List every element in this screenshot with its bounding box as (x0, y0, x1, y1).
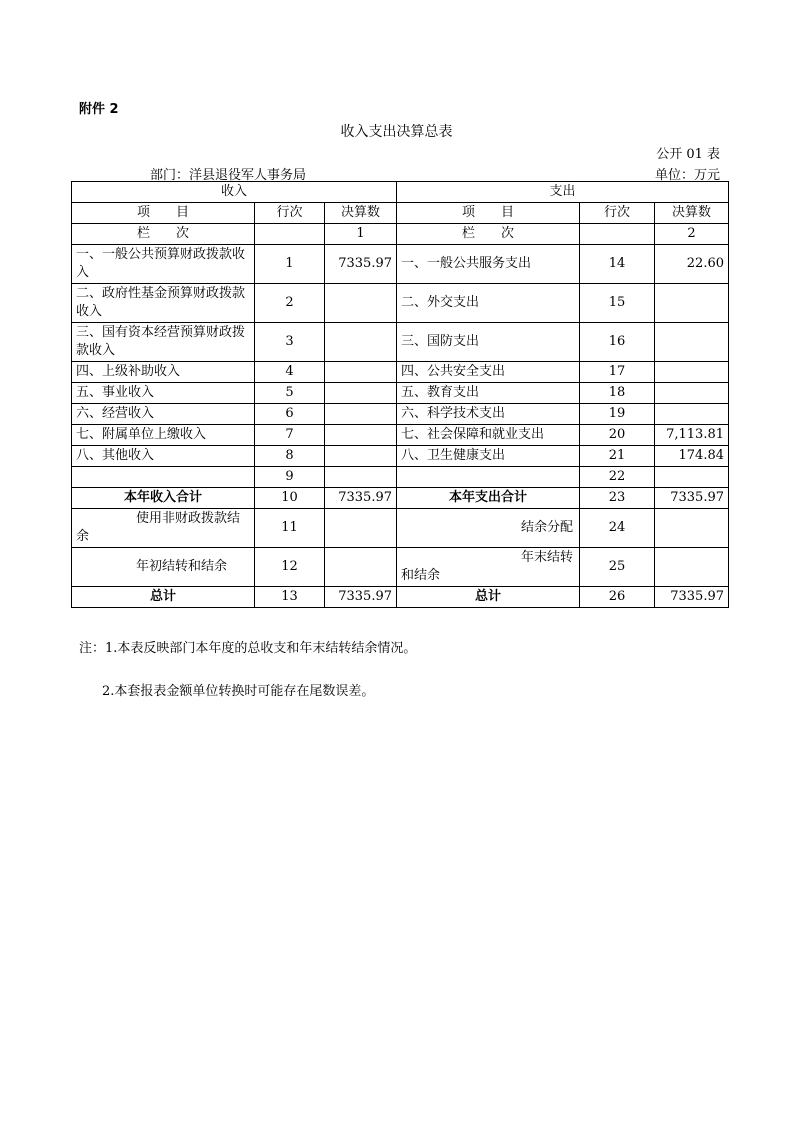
income-row-no: 4 (255, 362, 325, 383)
income-amount (325, 509, 397, 548)
expense-amount: 174.84 (655, 446, 729, 467)
income-item: 一、一般公共预算财政拨款收入 (72, 245, 255, 284)
income-item: 三、国有资本经营预算财政拨款收入 (72, 323, 255, 362)
expense-row-no: 15 (580, 284, 655, 323)
table-row (72, 284, 729, 323)
page-title: 收入支出决算总表 (340, 124, 453, 140)
income-amount (325, 548, 397, 587)
income-item: 二、政府性基金预算财政拨款收入 (72, 284, 255, 323)
expense-item: 六、科学技术支出 (397, 404, 580, 425)
expense-amount (655, 467, 729, 488)
attachment-label: 附件 2 (79, 102, 119, 117)
table-row (72, 245, 729, 284)
expense-row-no: 23 (580, 488, 655, 509)
income-amount (325, 404, 397, 425)
expense-item: 七、社会保障和就业支出 (397, 425, 580, 446)
table-row-subtotal (72, 488, 729, 509)
note-1: 注：1.本表反映部门本年度的总收支和年末结转结余情况。 (79, 641, 417, 656)
income-amount (325, 284, 397, 323)
income-amount (325, 323, 397, 362)
expense-row-no: 19 (580, 404, 655, 425)
income-amount (325, 362, 397, 383)
department-label: 部门：洋县退役军人事务局 (150, 168, 307, 183)
table-row (72, 548, 729, 587)
col-amount-expense: 决算数 (655, 203, 729, 224)
expense-item: 结余分配 (397, 509, 580, 548)
expense-row-no: 22 (580, 467, 655, 488)
table-row (72, 323, 729, 362)
income-total-label: 总计 (72, 587, 255, 608)
expense-amount: 7335.97 (655, 587, 729, 608)
income-row-no: 6 (255, 404, 325, 425)
table-row (72, 467, 729, 488)
expense-amount: 7,113.81 (655, 425, 729, 446)
form-number: 公开 01 表 (656, 147, 720, 162)
income-row-no: 8 (255, 446, 325, 467)
table-row (72, 362, 729, 383)
income-header: 收入 (72, 182, 397, 203)
table-row (72, 383, 729, 404)
income-item: 四、上级补助收入 (72, 362, 255, 383)
income-amount (325, 425, 397, 446)
income-row-no: 7 (255, 425, 325, 446)
col-amount-income: 决算数 (325, 203, 397, 224)
income-amount: 7335.97 (325, 488, 397, 509)
lanci-label-income: 栏 次 (72, 224, 255, 245)
income-item (72, 467, 255, 488)
expense-subtotal-label: 本年支出合计 (397, 488, 580, 509)
table-row (72, 509, 729, 548)
income-item: 五、事业收入 (72, 383, 255, 404)
income-amount: 7335.97 (325, 587, 397, 608)
expense-amount (655, 284, 729, 323)
expense-row-no: 14 (580, 245, 655, 284)
expense-item: 三、国防支出 (397, 323, 580, 362)
expense-amount: 22.60 (655, 245, 729, 284)
income-item: 八、其他收入 (72, 446, 255, 467)
expense-item: 年末结转和结余 (397, 548, 580, 587)
expense-item: 四、公共安全支出 (397, 362, 580, 383)
expense-amount (655, 383, 729, 404)
income-amount (325, 383, 397, 404)
income-row-no: 11 (255, 509, 325, 548)
lanci-empty-expense (580, 224, 655, 245)
expense-amount (655, 362, 729, 383)
income-expense-table (71, 181, 729, 608)
expense-item (397, 467, 580, 488)
expense-item: 八、卫生健康支出 (397, 446, 580, 467)
income-amount (325, 446, 397, 467)
table-row-total (72, 587, 729, 608)
table-row (72, 446, 729, 467)
expense-item: 二、外交支出 (397, 284, 580, 323)
expense-amount (655, 323, 729, 362)
income-item: 六、经营收入 (72, 404, 255, 425)
expense-row-no: 17 (580, 362, 655, 383)
unit-label: 单位：万元 (654, 168, 720, 183)
income-subtotal-label: 本年收入合计 (72, 488, 255, 509)
income-item: 七、附属单位上缴收入 (72, 425, 255, 446)
expense-amount (655, 404, 729, 425)
expense-row-no: 20 (580, 425, 655, 446)
expense-row-no: 24 (580, 509, 655, 548)
income-amount (325, 467, 397, 488)
col-item-expense: 项 目 (397, 203, 580, 224)
lanci-label-expense: 栏 次 (397, 224, 580, 245)
expense-row-no: 16 (580, 323, 655, 362)
expense-row-no: 18 (580, 383, 655, 404)
income-amount: 7335.97 (325, 245, 397, 284)
expense-header: 支出 (397, 182, 729, 203)
income-row-no: 2 (255, 284, 325, 323)
expense-item: 一、一般公共服务支出 (397, 245, 580, 284)
income-item: 使用非财政拨款结余 (72, 509, 255, 548)
expense-row-no: 26 (580, 587, 655, 608)
expense-amount: 7335.97 (655, 488, 729, 509)
note-2: 2.本套报表金额单位转换时可能存在尾数误差。 (102, 684, 375, 699)
income-row-no: 12 (255, 548, 325, 587)
income-row-no: 9 (255, 467, 325, 488)
table-row (72, 425, 729, 446)
table-row (72, 404, 729, 425)
lanci-expense: 2 (655, 224, 729, 245)
income-row-no: 10 (255, 488, 325, 509)
expense-total-label: 总计 (397, 587, 580, 608)
col-item-income: 项 目 (72, 203, 255, 224)
income-row-no: 3 (255, 323, 325, 362)
lanci-income: 1 (325, 224, 397, 245)
lanci-empty-income (255, 224, 325, 245)
income-row-no: 5 (255, 383, 325, 404)
col-row-expense: 行次 (580, 203, 655, 224)
expense-row-no: 25 (580, 548, 655, 587)
income-row-no: 13 (255, 587, 325, 608)
expense-amount (655, 509, 729, 548)
expense-amount (655, 548, 729, 587)
expense-row-no: 21 (580, 446, 655, 467)
col-row-income: 行次 (255, 203, 325, 224)
income-row-no: 1 (255, 245, 325, 284)
income-item: 年初结转和结余 (72, 548, 255, 587)
expense-item: 五、教育支出 (397, 383, 580, 404)
